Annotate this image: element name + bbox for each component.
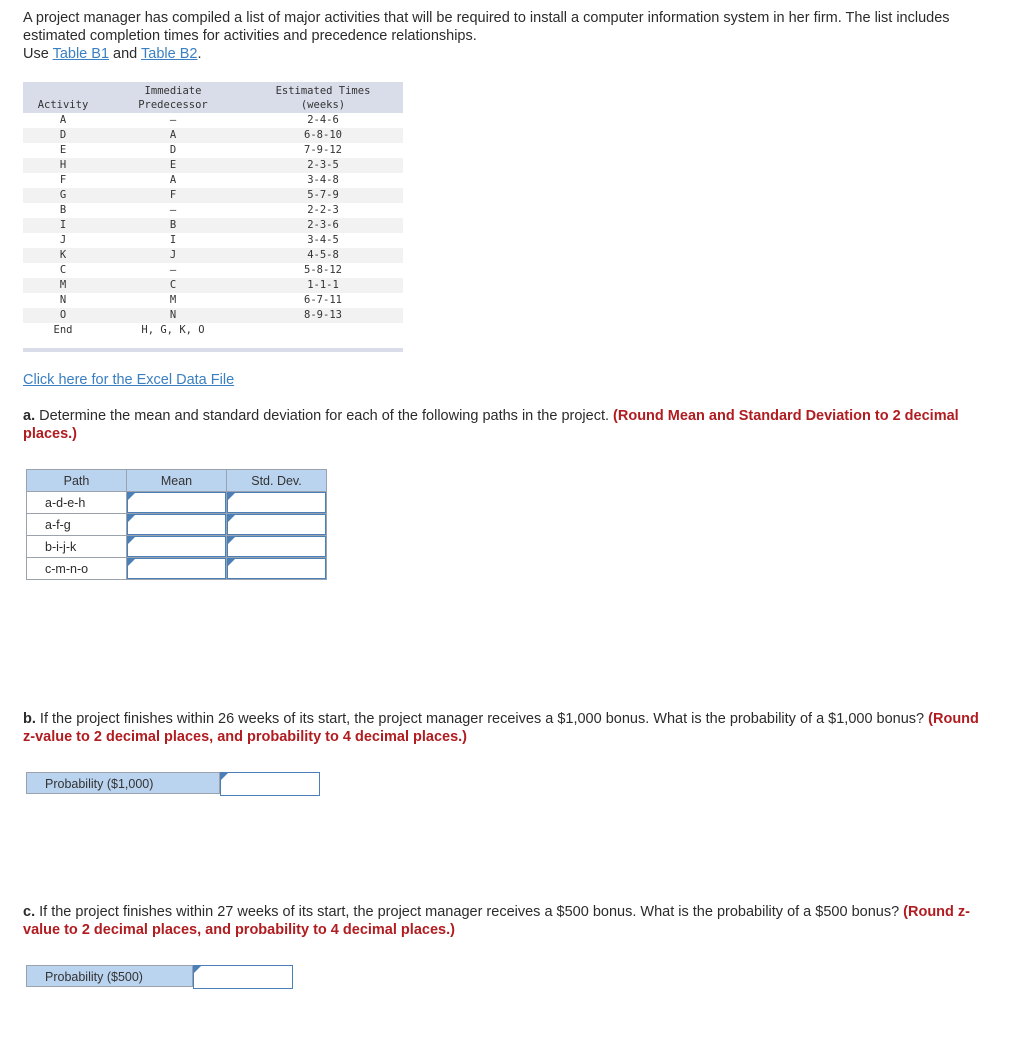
times-cell: 6-8-10: [304, 129, 342, 141]
mean-input-cell: [127, 514, 227, 536]
path-name-cell: c-m-n-o: [27, 558, 127, 580]
activity-cell: C: [59, 264, 67, 276]
period: .: [197, 46, 202, 62]
probability-1000-row: [26, 772, 320, 796]
path-row: [27, 558, 327, 580]
mean-input[interactable]: [127, 492, 226, 513]
activity-row: [23, 323, 403, 338]
predecessor-cell: F: [169, 189, 177, 201]
activity-row: [23, 293, 403, 308]
activity-cell: A: [59, 114, 67, 126]
question-b-text: If the project finishes within 26 weeks of its start, the project manager receives a $1,000 bonus. What is the probability of a $1,000 bonus?: [39, 711, 925, 727]
activity-cell: B: [59, 204, 67, 216]
activity-row: [23, 143, 403, 158]
activity-table-body: [23, 113, 403, 338]
std-dev-input-cell: [227, 536, 327, 558]
path-table: [26, 469, 327, 580]
activity-table: [23, 82, 403, 352]
activity-cell: End: [53, 324, 73, 336]
table-b2-link[interactable]: Table B2: [141, 46, 198, 62]
activity-cell: K: [59, 249, 67, 261]
std-dev-input[interactable]: [227, 492, 326, 513]
header-activity: Activity: [37, 99, 89, 111]
probability-500-input[interactable]: [193, 965, 293, 989]
predecessor-cell: M: [169, 294, 177, 306]
predecessor-cell: –: [169, 114, 177, 126]
predecessor-cell: –: [169, 264, 177, 276]
mean-input-cell: [127, 536, 227, 558]
header-predecessor-1: Immediate: [144, 85, 202, 97]
path-table-header: [27, 470, 327, 492]
question-c-text: If the project finishes within 27 weeks of its start, the project manager receives a $500 bonus. What is the probability of a $500 bonus?: [39, 904, 900, 920]
activity-cell: D: [59, 129, 67, 141]
probability-1000-input[interactable]: [220, 772, 320, 796]
header-times-2: (weeks): [300, 99, 346, 111]
times-cell: 2-3-6: [307, 219, 339, 231]
predecessor-cell: E: [169, 159, 177, 171]
activity-cell: E: [59, 144, 67, 156]
intro: [23, 9, 983, 63]
probability-1000-label: Probability ($1,000): [26, 772, 220, 794]
mean-input-cell: [127, 558, 227, 580]
predecessor-cell: I: [169, 234, 177, 246]
intro-use-line: [23, 45, 983, 63]
times-cell: 8-9-13: [304, 309, 342, 321]
times-cell: 3-4-5: [307, 234, 339, 246]
mean-input[interactable]: [127, 558, 226, 579]
activity-table-bottom-rule: [23, 348, 403, 352]
header-predecessor-2: Predecessor: [138, 99, 208, 111]
excel-data-link[interactable]: Click here for the Excel Data File: [23, 372, 235, 388]
activity-row: [23, 113, 403, 128]
question-c-instruction: (Round z-value to 2 decimal places, and probability to 4 decimal places.): [23, 904, 971, 938]
activity-row: [23, 278, 403, 293]
activity-row: [23, 173, 403, 188]
use-prefix: Use: [23, 46, 49, 62]
question-a: [23, 407, 983, 443]
question-a-label: a.: [23, 408, 36, 424]
times-cell: 4-5-8: [307, 249, 339, 261]
table-b1-link[interactable]: Table B1: [52, 46, 110, 62]
times-cell: 2-2-3: [307, 204, 339, 216]
predecessor-cell: D: [169, 144, 177, 156]
predecessor-cell: C: [169, 279, 177, 291]
activity-row: [23, 218, 403, 233]
path-table-body: [27, 492, 327, 580]
path-name-cell: a-d-e-h: [27, 492, 127, 514]
times-cell: 2-4-6: [307, 114, 339, 126]
question-b-instruction: (Round z-value to 2 decimal places, and probability to 4 decimal places.): [23, 711, 979, 745]
mean-header: Mean: [127, 470, 227, 492]
times-cell: 3-4-8: [307, 174, 339, 186]
std-dev-input[interactable]: [227, 558, 326, 579]
activity-cell: H: [59, 159, 67, 171]
path-row: [27, 536, 327, 558]
activity-row: [23, 308, 403, 323]
activity-row: [23, 158, 403, 173]
predecessor-cell: A: [169, 174, 177, 186]
path-name-cell: b-i-j-k: [27, 536, 127, 558]
probability-500-label: Probability ($500): [26, 965, 193, 987]
std-dev-input[interactable]: [227, 514, 326, 535]
times-cell: 6-7-11: [304, 294, 342, 306]
activity-cell: N: [59, 294, 67, 306]
question-b: [23, 710, 983, 746]
std-dev-input[interactable]: [227, 536, 326, 557]
activity-row: [23, 128, 403, 143]
question-c-label: c.: [23, 904, 36, 920]
times-cell: 5-8-12: [304, 264, 342, 276]
mean-input[interactable]: [127, 536, 226, 557]
predecessor-cell: –: [169, 204, 177, 216]
activity-cell: F: [59, 174, 67, 186]
times-cell: 7-9-12: [304, 144, 342, 156]
std-dev-input-cell: [227, 558, 327, 580]
probability-500-row: [26, 965, 293, 989]
predecessor-cell: A: [169, 129, 177, 141]
predecessor-cell: H, G, K, O: [141, 324, 205, 336]
question-a-instruction: (Round Mean and Standard Deviation to 2 decimal places.): [23, 408, 959, 442]
predecessor-cell: N: [169, 309, 177, 321]
path-header: Path: [27, 470, 127, 492]
activity-cell: O: [59, 309, 67, 321]
activity-cell: G: [59, 189, 67, 201]
std-dev-input-cell: [227, 514, 327, 536]
activity-row: [23, 203, 403, 218]
path-row: [27, 514, 327, 536]
activity-cell: M: [59, 279, 67, 291]
question-b-label: b.: [23, 711, 36, 727]
activity-row: [23, 248, 403, 263]
mean-input[interactable]: [127, 514, 226, 535]
activity-cell: J: [59, 234, 67, 246]
activity-row: [23, 188, 403, 203]
intro-text: A project manager has compiled a list of major activities that will be required to install a computer information system in her firm. The list includes estimated completion times for activities and precedence relationships.: [23, 10, 950, 44]
std-dev-input-cell: [227, 492, 327, 514]
question-a-text: Determine the mean and standard deviation for each of the following paths in the project.: [39, 408, 610, 424]
question-c: [23, 903, 983, 939]
activity-row: [23, 263, 403, 278]
predecessor-cell: J: [169, 249, 177, 261]
path-row: [27, 492, 327, 514]
times-cell: 1-1-1: [307, 279, 339, 291]
and-text: and: [113, 46, 138, 62]
mean-input-cell: [127, 492, 227, 514]
times-cell: 5-7-9: [307, 189, 339, 201]
activity-cell: I: [59, 219, 67, 231]
activity-table-header: [23, 82, 403, 113]
path-name-cell: a-f-g: [27, 514, 127, 536]
activity-row: [23, 233, 403, 248]
header-times-1: Estimated Times: [275, 85, 371, 97]
std-header: Std. Dev.: [227, 470, 327, 492]
predecessor-cell: B: [169, 219, 177, 231]
times-cell: 2-3-5: [307, 159, 339, 171]
